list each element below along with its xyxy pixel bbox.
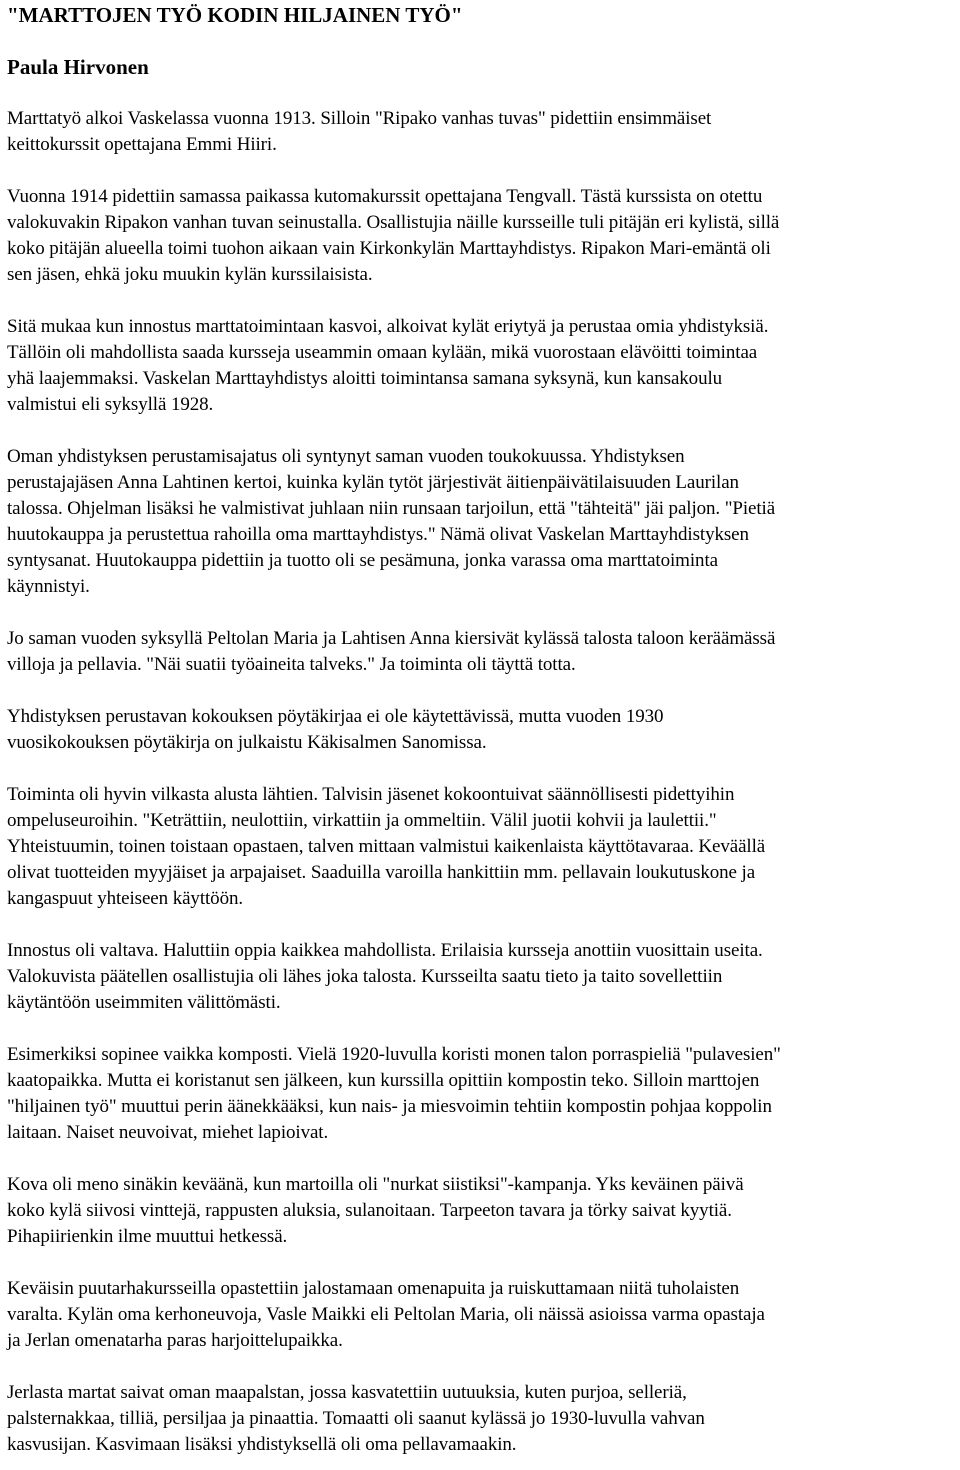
paragraph [7,704,960,756]
paragraph-line: palsternakkaa, tilliä, persiljaa ja pinaattia. Tomaatti oli saanut kylässä jo 1930-luvulla vahvan [7,1408,705,1429]
paragraph-line: Jerlasta martat saivat oman maapalstan, jossa kasvatettiin uutuuksia, kuten purjoa, selleriä, [7,1382,687,1403]
paragraph-line: Jo saman vuoden syksyllä Peltolan Maria ja Lahtisen Anna kiersivät kylässä talosta taloon keräämässä [7,628,776,649]
paragraph-line: käynnistyi. [7,576,90,597]
paragraph-line: varalta. Kylän oma kerhoneuvoja, Vasle Maikki eli Peltolan Maria, oli näissä asioissa varma opastaja [7,1304,765,1325]
paragraph-line: käytäntöön useimmiten välittömästi. [7,992,281,1013]
paragraph-line: kangaspuut yhteiseen käyttöön. [7,888,244,909]
paragraph-line: vuosikokouksen pöytäkirja on julkaistu Käkisalmen Sanomissa. [7,732,487,753]
paragraph-line: valmistui eli syksyllä 1928. [7,394,214,415]
paragraph [7,314,960,418]
paragraph-line: Tällöin oli mahdollista saada kursseja useammin omaan kylään, mikä vuorostaan elävöitti toimintaa [7,342,758,363]
paragraph-line: ja Jerlan omenatarha paras harjoittelupaikka. [7,1330,343,1351]
paragraph [7,1042,960,1146]
paragraph [7,106,960,158]
paragraph-line: Pihapiirienkin ilme muuttui hetkessä. [7,1226,288,1247]
paragraph [7,184,960,288]
paragraph-line: syntysanat. Huutokauppa pidettiin ja tuotto oli se pesämuna, jonka varassa oma marttatoiminta [7,550,718,571]
paragraph [7,444,960,600]
paragraph-line: kasvusijan. Kasvimaan lisäksi yhdistyksellä oli oma pellavamaakin. [7,1434,517,1455]
paragraph-line: Keväisin puutarhakursseilla opastettiin jalostamaan omenapuita ja ruiskuttamaan niitä tuholaisten [7,1278,740,1299]
paragraph-line: laitaan. Naiset neuvoivat, miehet lapioivat. [7,1122,329,1143]
paragraph-line: Vuonna 1914 pidettiin samassa paikassa kutomakurssit opettajana Tengvall. Tästä kurssista on otettu [7,186,763,207]
paragraph-line: talossa. Ohjelman lisäksi he valmistivat juhlaan niin runsaan tarjoilun, että "tähteitä" jäi paljon. "Pietiä [7,498,776,519]
paragraph-line: koko kylä siivosi vinttejä, rappusten aluksia, sulanoitaan. Tarpeeton tavara ja törky saivat kyytiä. [7,1200,732,1221]
paragraph [7,782,960,912]
paragraph-line: Yhdistyksen perustavan kokouksen pöytäkirjaa ei ole käytettävissä, mutta vuoden 1930 [7,706,664,727]
paragraph-line: villoja ja pellavia. "Näi suatii työaineita talveks." Ja toiminta oli täyttä totta. [7,654,576,675]
paragraph [7,1380,960,1458]
paragraph-line: Kova oli meno sinäkin keväänä, kun martoilla oli "nurkat siistiksi"-kampanja. Yks keväinen päivä [7,1174,744,1195]
paragraph-line: "hiljainen työ" muuttui perin äänekkääksi, kun nais- ja miesvoimin tehtiin kompostin pohjaa koppolin [7,1096,772,1117]
paragraph-line: Esimerkiksi sopinee vaikka komposti. Vielä 1920-luvulla koristi monen talon porraspieliä "pulavesien" [7,1044,781,1065]
paragraph-line: sen jäsen, ehkä joku muukin kylän kurssilaisista. [7,264,373,285]
paragraph-line: ompeluseuroihin. "Keträttiin, neulottiin, virkattiin ja ommeltiin. Välil juotii kohvii ja laulettii." [7,810,717,831]
paragraph-line: Valokuvista päätellen osallistujia oli lähes joka talosta. Kursseilta saatu tieto ja taito sovellettiin [7,966,723,987]
document-body [7,106,960,1458]
document-author: Paula Hirvonen [7,55,149,79]
paragraph-line: yhä laajemmaksi. Vaskelan Marttayhdistys aloitti toimintansa samana syksynä, kun kansakoulu [7,368,723,389]
paragraph-line: kaatopaikka. Mutta ei koristanut sen jälkeen, kun kurssilla opittiin kompostin teko. Silloin marttojen [7,1070,760,1091]
paragraph-line: huutokauppa ja perustettua rahoilla oma marttayhdistys." Nämä olivat Vaskelan Marttayhdistyksen [7,524,749,545]
paragraph [7,626,960,678]
paragraph-line: Sitä mukaa kun innostus marttatoimintaan kasvoi, alkoivat kylät eriytyä ja perustaa omia yhdistyksiä. [7,316,769,337]
paragraph-line: Toiminta oli hyvin vilkasta alusta lähtien. Talvisin jäsenet kokoontuivat säännöllisesti pidettyihin [7,784,735,805]
paragraph-line: Innostus oli valtava. Haluttiin oppia kaikkea mahdollista. Erilaisia kursseja anottiin vuosittain useita. [7,940,763,961]
paragraph-line: olivat tuotteiden myyjäiset ja arpajaiset. Saaduilla varoilla hankittiin mm. pellavain loukutuskone ja [7,862,756,883]
paragraph-line: valokuvakin Ripakon vanhan tuvan seinustalla. Osallistujia näille kursseille tuli pitäjän eri kylistä, sillä [7,212,780,233]
paragraph-line: Yhteistuumin, toinen toistaan opastaen, talven mittaan valmistui kaikenlaista käyttötavaraa. Keväällä [7,836,766,857]
paragraph [7,1276,960,1354]
paragraph-line: koko pitäjän alueella toimi tuohon aikaan vain Kirkonkylän Marttayhdistys. Ripakon Mari-emäntä oli [7,238,771,259]
paragraph-line: Marttatyö alkoi Vaskelassa vuonna 1913. Silloin "Ripako vanhas tuvas" pidettiin ensimmäiset [7,108,712,129]
paragraph [7,1172,960,1250]
paragraph-line: keittokurssit opettajana Emmi Hiiri. [7,134,277,155]
document-title: "MARTTOJEN TYÖ KODIN HILJAINEN TYÖ" [7,3,463,27]
paragraph [7,938,960,1016]
paragraph-line: perustajajäsen Anna Lahtinen kertoi, kuinka kylän tytöt järjestivät äitienpäivätilaisuuden Laurilan [7,472,739,493]
paragraph-line: Oman yhdistyksen perustamisajatus oli syntynyt saman vuoden toukokuussa. Yhdistyksen [7,446,685,467]
